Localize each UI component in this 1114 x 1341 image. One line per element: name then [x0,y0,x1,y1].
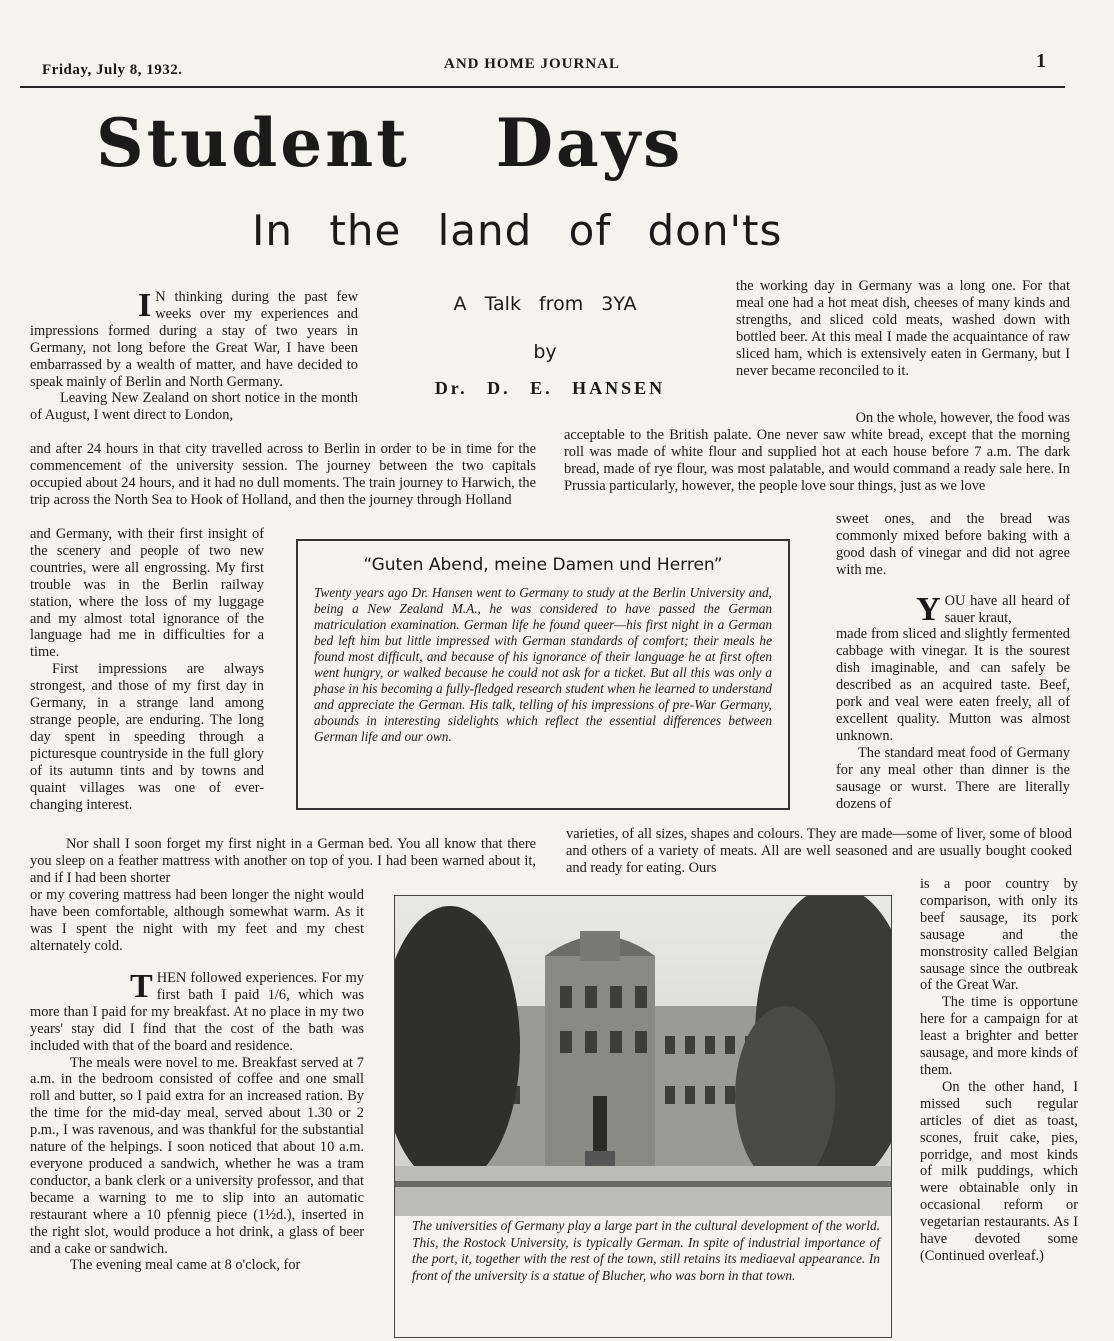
article-paragraph: The standard meat food of Germany for any meal other than dinner is the sausage or wurst. There are literally dozens of [836,744,1070,812]
article-paragraph: The time is opportune here for a campaign for at least a brighter and better sausage, and more kinds of them. [920,994,1078,1078]
article-paragraph: HEN followed experiences. For my first bath I paid 1/6, which was more than I paid for my breakfast. At no place in my two years' stay did I find that the cost of the bath was included with that of the board and residence. [30,970,364,1054]
article-column-right-top [736,278,1070,379]
article-column-right-food [564,410,1070,495]
drop-cap-t: T [130,968,153,1005]
article-paragraph: The evening meal came at 8 o'clock, for [70,1257,301,1274]
intro-box [296,539,790,810]
photo-caption: The universities of Germany play a large part in the cultural development of the world. This, the Rostock University, is typically German. In spite of industrial importance of the port, it, together with the rest of the town, still retains its mediaeval appearance. In front of the university is a statue of Blucher, who was born in that town. [412,1218,880,1283]
page-number: 1 [1036,50,1047,72]
article-paragraph: acceptable to the British palate. One never saw white bread, except that the morning roll was made of white flour and supplied hot at each house before 7 a.m. The dark bread, made of rye flour, was most palatable, and would command a ready sale here. In Prussia particularly, however, the people love sour things, just as we love [564,426,1070,494]
article-column-left-bottom [30,970,364,1274]
article-paragraph: and after 24 hours in that city travelled across to Berlin in order to be in time for the commencement of the university session. The journey between the two capitals occupied about 24 hours, and it had no dull moments. The train journey to Harwich, the trip across the North Sea to Hook of Holland, and then the journey through Holland [30,441,536,508]
article-paragraph: Leaving New Zealand on short notice in the month of August, I went direct to London, [30,390,358,424]
article-paragraph: and Germany, with their first insight of the scenery and people of two new countries, were all engrossing. My first trouble was in the Berlin railway station, where the loss of my luggage and my almost total ignorance of the language had me in difficulties for a time. [30,526,264,661]
drop-cap-i: I [138,287,152,324]
talk-label: A Talk from 3YA [453,293,637,315]
article-column-right-narrow [836,511,1070,812]
intro-box-heading: “Guten Abend, meine Damen und Herren” [363,555,723,575]
article-paragraph: The meals were novel to me. Breakfast served at 7 a.m. in the bedroom consisted of coffee and one small roll and butter, so I paid extra for an increased ration. By the time for the mid-day meal, served about 1.30 or 2 p.m., I was ravenous, and was thankful for the substantial nature of the helpings. I soon noticed that about 10 a.m. everyone produced a sandwich, whether he was a tram conductor, a bank clerk or a university professor, and that became a warning to me to slip into an automatic restaurant where a 10 pfennig piece (1½d.), inserted in the right slot, would produce a hot drink, a glass of beer and a cake or sandwich. [30,1054,364,1257]
article-paragraph: is a poor country by comparison, with only its beef sausage, its pork sausage and the monstrosity called Belgian sausage since the outbreak of the Great War. [920,876,1078,994]
issue-date: Friday, July 8, 1932. [42,62,183,78]
headline-title: Student Days [96,104,684,182]
article-column-left-top [30,289,358,424]
author-name: Dr. D. E. HANSEN [434,378,666,398]
article-paragraph: varieties, of all sizes, shapes and colours. They are made—some of liver, some of blood and others of a variety of meats. All are well seasoned and are usually bought cooked and ready for eating. Ours [566,826,1072,876]
article-paragraph: On the other hand, I missed such regular articles of diet as toast, scones, fruit cake, pies, porridge, and most kinds of milk puddings, which were obtainable only in occasional reform or vegetarian restaurants. As I have devoted some (Continued overleaf.) [920,1078,1078,1264]
article-column-left-wide [30,441,536,509]
article-column-right-wide [566,826,1072,877]
by-label: by [533,341,557,363]
headline-subtitle: In the land of don'ts [252,206,783,255]
article-paragraph: the working day in Germany was a long one. For that meal one had a hot meat dish, cheeses of many kinds and strengths, and sliced cold meats, washed down with bottled beer. At this meal I made the acquaintance of raw sliced ham, which is extensively eaten in Germany, but I never became reconciled to it. [736,278,1070,379]
article-paragraph: OU have all heard of sauer kraut, [944,592,1070,626]
intro-box-text: Twenty years ago Dr. Hansen went to Germany to study at the Berlin University and, being a New Zealand M.A., he was considered to have passed the German matriculation examination. German life he found queer—his first night in a German bed left him but little impressed with German standards of comfort; their meals he found most difficult, and because of his ignorance of their language he at first often went hungry, or walked because he could not ask for a ticket. But all this was only a phase in his becoming a fully-fledged research student when he learned to understand and appreciate the German. His talk, telling of his impressions of pre-War Germany, abounds in interesting sidelights which reflect the essential differences between German life and our own. [314,585,772,744]
article-paragraph: On the whole, however, the food was [855,410,1070,426]
article-column-left-narrow [30,526,264,813]
article-paragraph: Nor shall I soon forget my first night in a German bed. You all know that there you sleep on a feather mattress with another on top of you. I had been warned about it, and if I had been shorter [30,836,536,886]
article-column-right-bottom [920,876,1078,1265]
article-paragraph: First impressions are always strongest, and those of my first day in Germany, in a strange land among strange people, are enduring. The long day spent in speeding through a picturesque countryside in the full glory of its autumn tints and by towns and quaint villages was one of ever-changing interest. [30,661,264,813]
article-paragraph: sweet ones, and the bread was commonly mixed before baking with a good dash of vinegar and did not agree with me. [836,511,1070,578]
article-paragraph: N thinking during the past few weeks over my experiences and impressions formed during a stay of two years in Germany, not long before the Great War, I have been embarrassed by a wealth of matter, and have decided to speak mainly of Berlin and North Germany. [30,289,358,390]
drop-cap-y: Y [916,590,941,628]
article-column-bed [30,836,536,887]
publication-name: AND HOME JOURNAL [444,56,620,72]
article-column-bed-cont [30,887,364,955]
article-paragraph: made from sliced and slightly fermented cabbage with vinegar. It is the sourest dish imaginable, and can safely be described as an acquired taste. Beef, pork and veal were eaten freely, all of excellent quality. Mutton was almost unknown. [836,626,1070,744]
university-photo [395,896,891,1216]
header-rule [20,86,1065,89]
article-paragraph: or my covering mattress had been longer the night would have been comfortable, although somewhat warm. As it was I spent the night with my feet and my chest alternately cold. [30,887,364,954]
